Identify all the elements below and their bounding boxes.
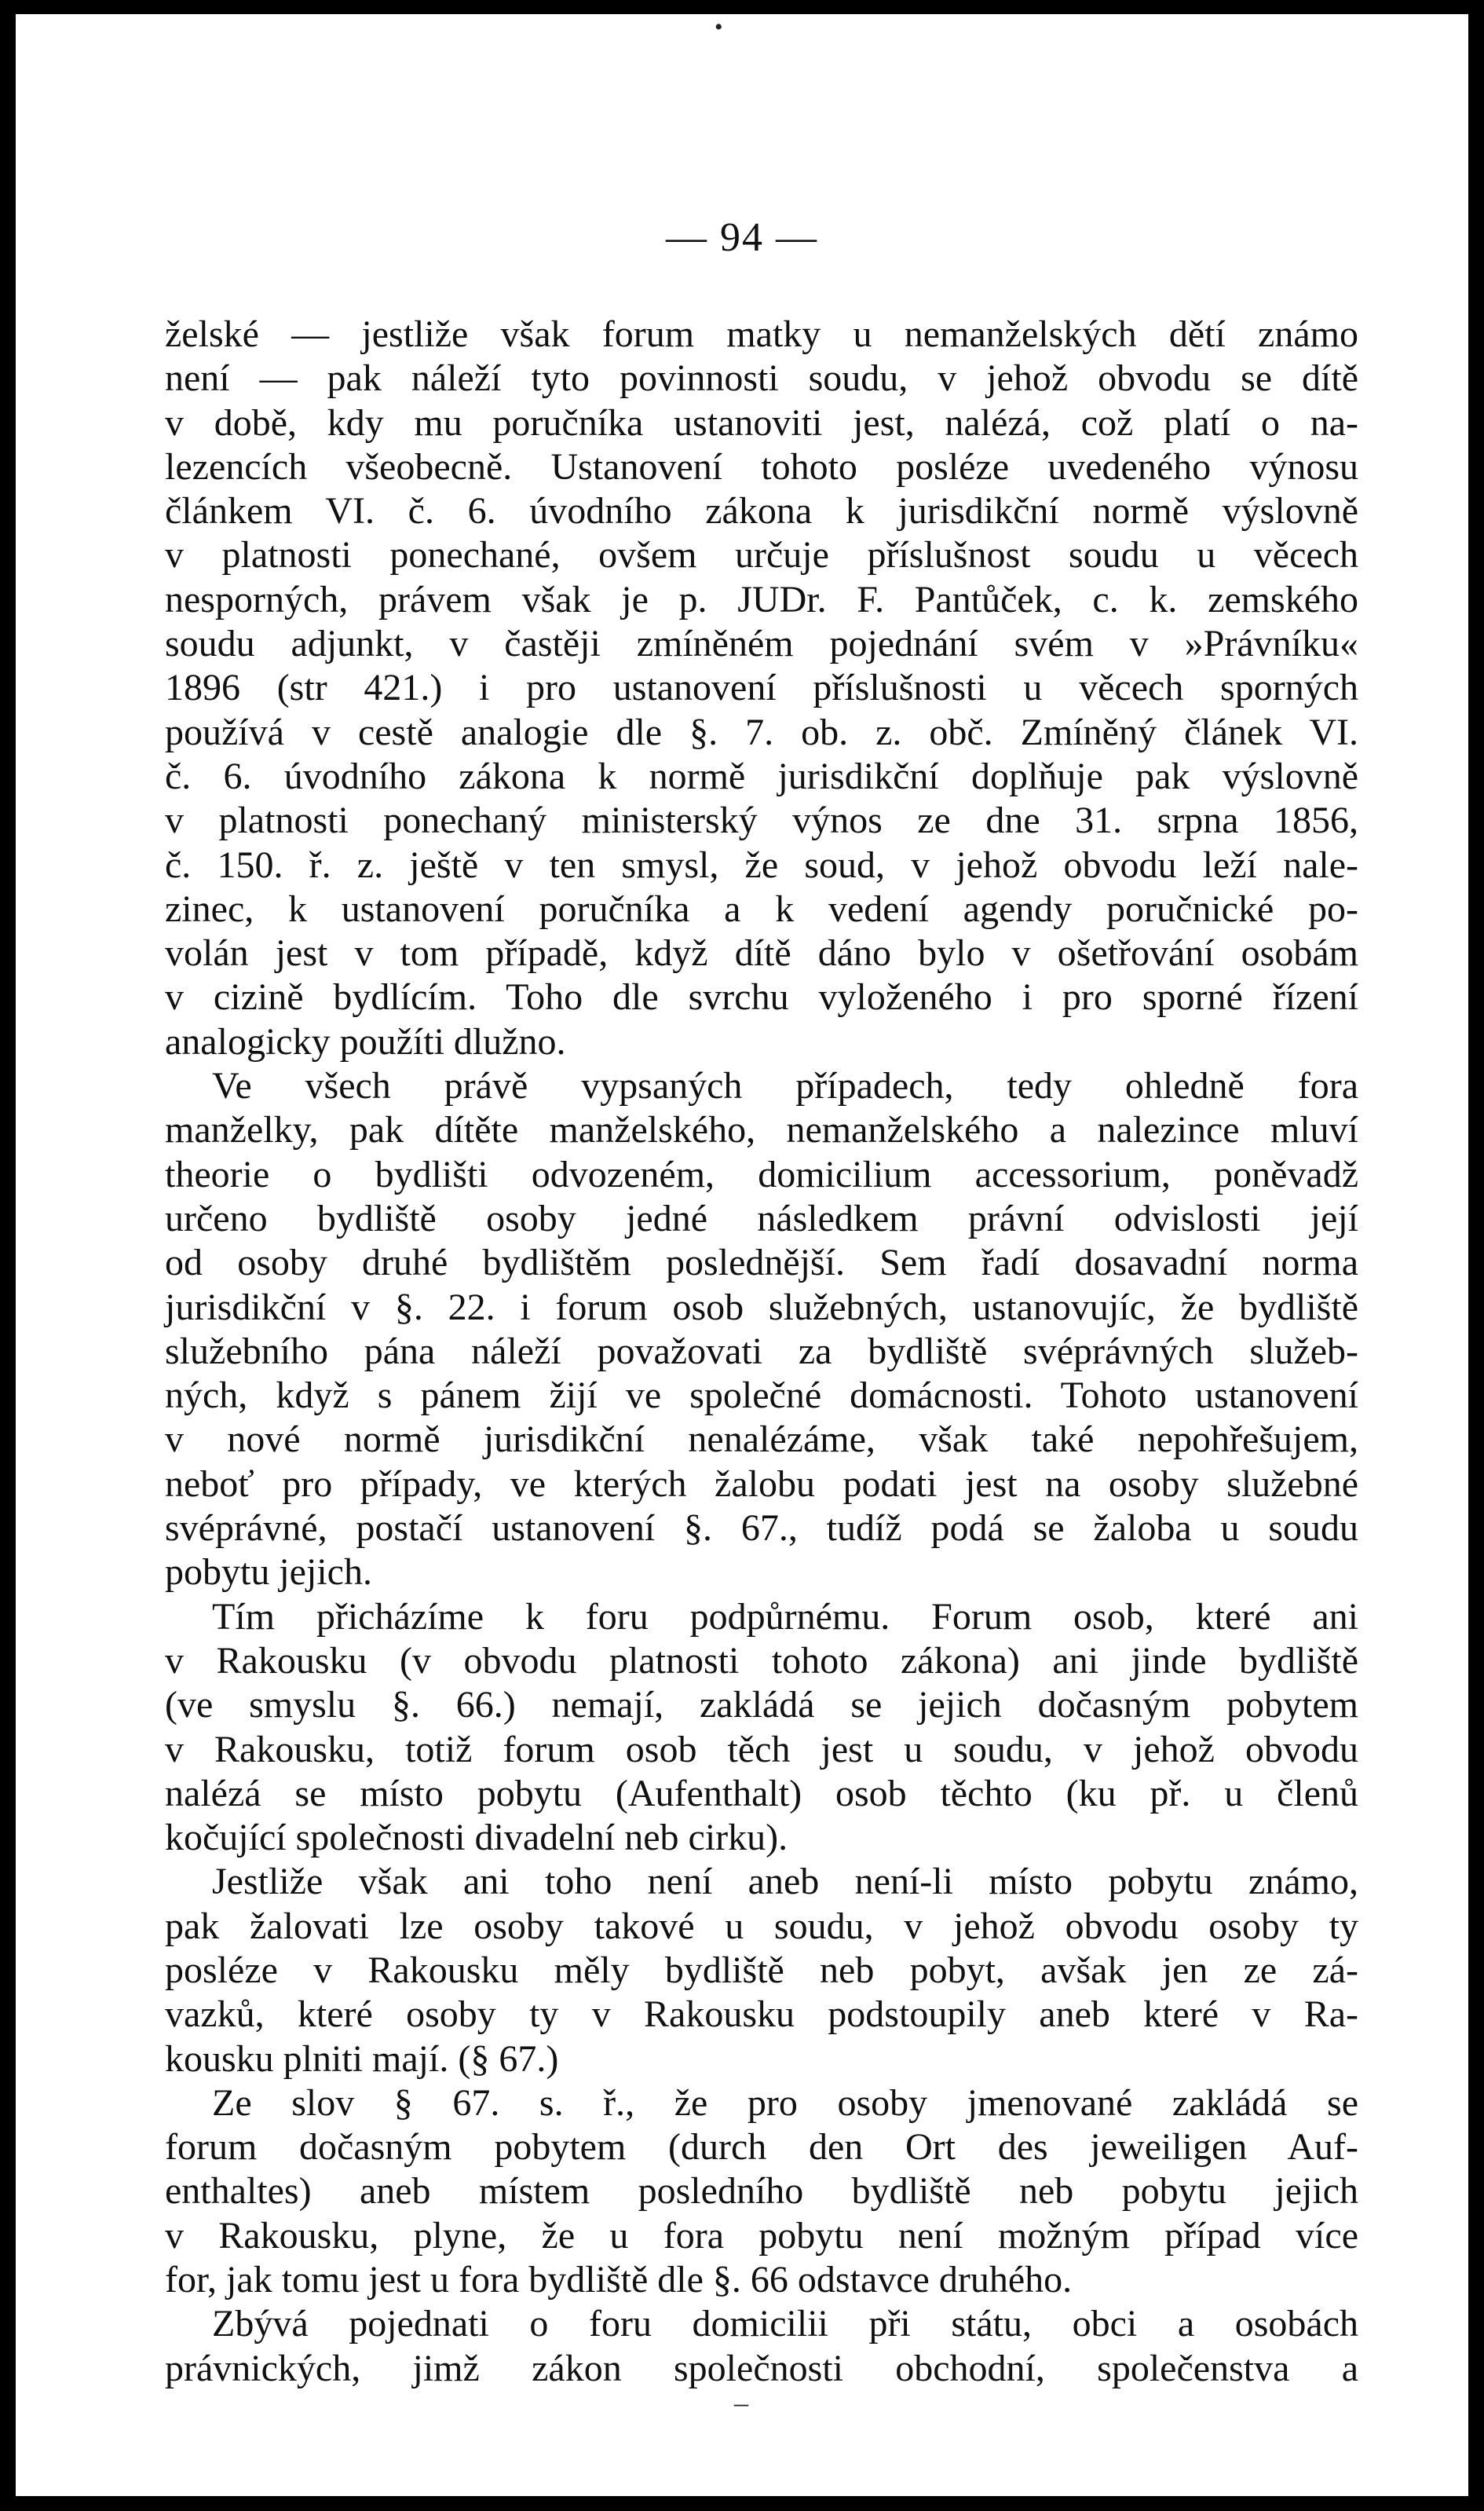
text-line: theorie o bydlišti odvozeném, domicilium accessorium, poněvadž <box>165 1153 1358 1195</box>
text-line: enthaltes) aneb místem posledního bydliště neb pobytu jejich <box>165 2170 1358 2213</box>
text-line: služebního pána náleží považovati za bydliště svéprávných služeb- <box>165 1330 1358 1372</box>
text-line: (ve smyslu §. 66.) nemají, zakládá se jejich dočasným pobytem <box>165 1684 1358 1726</box>
text-line: v cizině bydlícím. Toho dle svrchu vyloženého i pro sporné řízení <box>165 976 1358 1019</box>
text-line: lezencích všeobecně. Ustanovení tohoto posléze uvedeného výnosu <box>165 445 1358 488</box>
text-line: zinec, k ustanovení poručníka a k vedení agendy poručnické po- <box>165 888 1358 930</box>
text-line: kousku plniti mají. (§ 67.) <box>165 2037 559 2080</box>
text-line: v Rakousku, plyne, že u fora pobytu není možným případ více <box>165 2214 1358 2257</box>
text-line: vazků, které osoby ty v Rakousku podstoupily aneb které v Ra- <box>165 1993 1358 2036</box>
text-line: není — pak náleží tyto povinnosti soudu, v jehož obvodu se dítě <box>165 357 1358 400</box>
text-line: určeno bydliště osoby jedné následkem právní odvislosti její <box>165 1197 1358 1239</box>
text-line: volán jest v tom případě, když dítě dáno bylo v ošetřování osobám <box>165 932 1358 975</box>
text-line: ných, když s pánem žijí ve společné domácnosti. Tohoto ustanovení <box>165 1374 1358 1417</box>
text-line: č. 6. úvodního zákona k normě jurisdikční doplňuje pak výslovně <box>165 755 1358 797</box>
text-line: v nové normě jurisdikční nenalézáme, však také nepohřešujem, <box>165 1418 1358 1461</box>
page-number: — 94 — <box>666 215 818 260</box>
text-line: manželky, pak dítěte manželského, nemanželského a nalezince mluví <box>165 1109 1358 1151</box>
text-line: č. 150. ř. z. ještě v ten smysl, že soud, v jehož obvodu leží nale- <box>165 844 1358 886</box>
text-line: pak žalovati lze osoby takové u soudu, v jehož obvodu osoby ty <box>165 1905 1358 1947</box>
text-line: v Rakousku, totiž forum osob těch jest u soudu, v jehož obvodu <box>165 1728 1358 1770</box>
text-line: Ze slov § 67. s. ř., že pro osoby jmenované zakládá se <box>212 2081 1358 2124</box>
text-line: svéprávné, postačí ustanovení §. 67., tudíž podá se žaloba u soudu <box>165 1507 1358 1550</box>
text-line: Jestliže však ani toho není aneb není-li místo pobytu známo, <box>212 1861 1358 1903</box>
text-line: analogicky použíti dlužno. <box>165 1020 566 1063</box>
body-text <box>165 313 1358 2391</box>
text-line: Zbývá pojednati o foru domicilii při státu, obci a osobách <box>212 2303 1358 2345</box>
text-line: používá v cestě analogie dle §. 7. ob. z. obč. Zmíněný článek VI. <box>165 711 1358 753</box>
text-line: Ve všech právě vypsaných případech, tedy ohledně fora <box>212 1065 1358 1107</box>
text-line: želské — jestliže však forum matky u nemanželských dětí známo <box>165 313 1358 355</box>
text-line: Tím přicházíme k foru podpůrnému. Forum osob, které ani <box>212 1595 1358 1638</box>
text-line: pobytu jejich. <box>165 1551 372 1594</box>
text-line: od osoby druhé bydlištěm poslednější. Sem řadí dosavadní norma <box>165 1242 1358 1284</box>
text-line: kočující společnosti divadelní neb cirku). <box>165 1817 788 1859</box>
scan-speck: – <box>734 2387 748 2418</box>
text-line: nesporných, právem však je p. JUDr. F. Pantůček, c. k. zemského <box>165 578 1358 620</box>
scan-speck: • <box>715 14 723 40</box>
text-line: for, jak tomu jest u fora bydliště dle §. 66 odstavce druhého. <box>165 2259 1073 2301</box>
text-line: nalézá se místo pobytu (Aufenthalt) osob těchto (ku př. u členů <box>165 1772 1358 1814</box>
book-page <box>16 14 1468 2496</box>
text-line: forum dočasným pobytem (durch den Ort des jeweiligen Auf- <box>165 2126 1358 2169</box>
text-line: v Rakousku (v obvodu platnosti tohoto zákona) ani jinde bydliště <box>165 1639 1358 1682</box>
text-line: v platnosti ponechané, ovšem určuje příslušnost soudu u věcech <box>165 534 1358 577</box>
text-line: v platnosti ponechaný ministerský výnos ze dne 31. srpna 1856, <box>165 800 1358 842</box>
text-line: posléze v Rakousku měly bydliště neb pobyt, avšak jen ze zá- <box>165 1949 1358 1991</box>
text-line: 1896 (str 421.) i pro ustanovení příslušnosti u věcech sporných <box>165 667 1358 709</box>
text-line: soudu adjunkt, v častěji zmíněném pojednání svém v »Právníku« <box>165 623 1358 665</box>
text-line: jurisdikční v §. 22. i forum osob služebných, ustanovujíc, že bydliště <box>165 1286 1358 1328</box>
text-line: právnických, jimž zákon společnosti obchodní, společenstva a <box>165 2347 1358 2389</box>
text-line: článkem VI. č. 6. úvodního zákona k jurisdikční normě výslovně <box>165 490 1358 533</box>
text-line: v době, kdy mu poručníka ustanoviti jest, nalézá, což platí o na- <box>165 401 1358 444</box>
text-line: neboť pro případy, ve kterých žalobu podati jest na osoby služebné <box>165 1462 1358 1505</box>
